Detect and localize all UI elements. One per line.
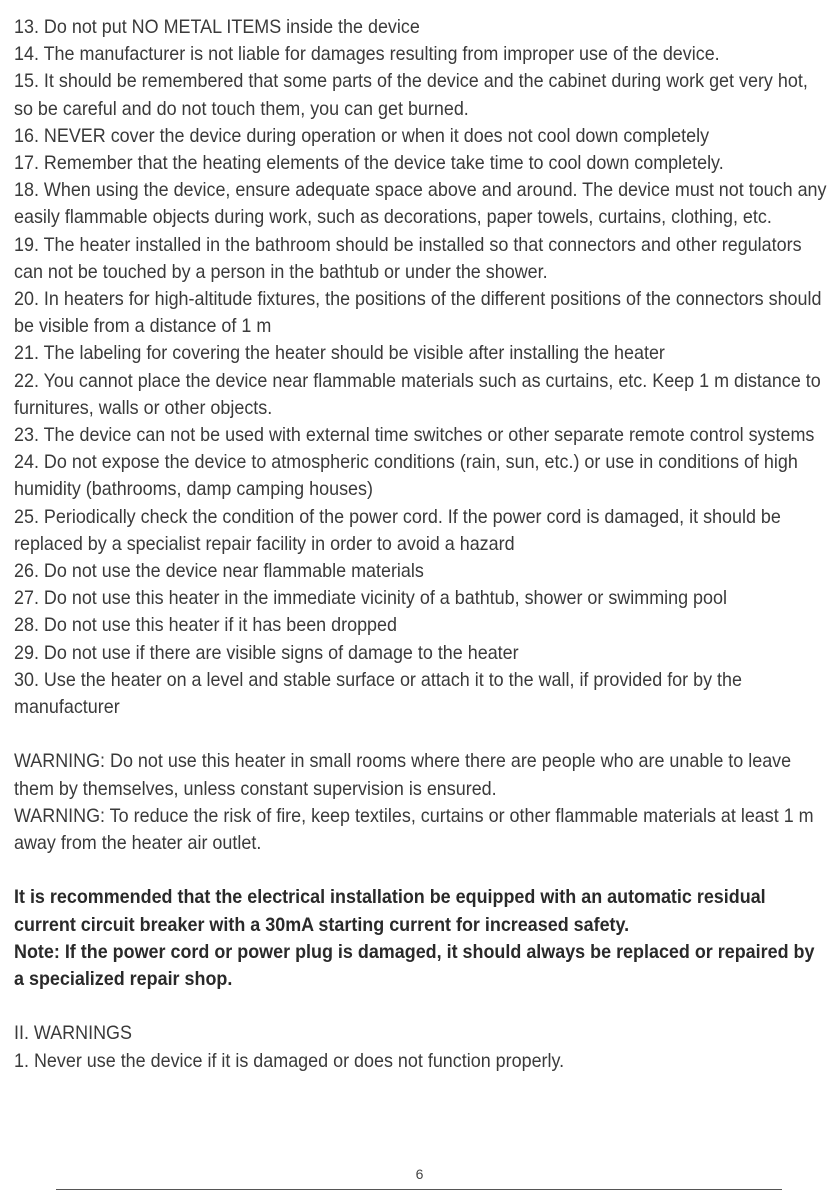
instruction-item: 21. The labeling for covering the heater should be visible after installing the heater [14,342,665,365]
warning-text: WARNING: Do not use this heater in small rooms where there are people who are unable to leave them by themselves, unless constant supervision is ensured. [14,750,792,800]
footer-rule [56,1189,782,1190]
warning-item: 1. Never use the device if it is damaged or does not function properly. [14,1049,565,1072]
instruction-item: 28. Do not use this heater if it has been dropped [14,614,397,637]
spacer [14,721,829,748]
instruction-item: 26. Do not use the device near flammable materials [14,560,424,583]
section-heading: II. WARNINGS [14,1022,132,1045]
page-number: 6 [415,1166,424,1182]
instruction-item: 14. The manufacturer is not liable for damages resulting from improper use of the device. [14,43,720,66]
spacer [14,857,829,884]
rcd-recommendation: It is recommended that the electrical installation be equipped with an automatic residual current circuit breaker with a 30mA starting current for increased safety. [14,886,766,936]
spacer [14,993,829,1020]
instruction-item: 15. It should be remembered that some parts of the device and the cabinet during work get very hot, so be careful and do not touch them, you can get burned. [14,70,808,120]
warning-text: WARNING: To reduce the risk of fire, keep textiles, curtains or other flammable materials at least 1 m away from the heater air outlet. [14,804,814,855]
instruction-item: 30. Use the heater on a level and stable surface or attach it to the wall, if provided for by the manufacturer [14,668,742,719]
instruction-item: 27. Do not use this heater in the immediate vicinity of a bathtub, shower or swimming pool [14,587,727,610]
instruction-item: 25. Periodically check the condition of the power cord. If the power cord is damaged, it should be replaced by a specialist repair facility in order to avoid a hazard [14,505,781,555]
bold-notes [14,884,829,993]
power-cord-note: Note: If the power cord or power plug is damaged, it should always be replaced or repaired by a specialized repair shop. [14,940,815,991]
instruction-item: 13. Do not put NO METAL ITEMS inside the device [14,16,420,38]
instruction-list [14,14,829,721]
instruction-item: 17. Remember that the heating elements of the device take time to cool down completely. [14,152,724,175]
instruction-item: 24. Do not expose the device to atmospheric conditions (rain, sun, etc.) or use in conditions of high humidity (bathrooms, damp camping houses) [14,451,798,501]
document-body [14,14,829,1075]
instruction-item: 16. NEVER cover the device during operation or when it does not cool down completely [14,124,710,147]
warnings-section [14,1020,829,1074]
instruction-item: 19. The heater installed in the bathroom should be installed so that connectors and other regulators can not be touched by a person in the bathtub or under the shower. [14,233,802,283]
instruction-item: 20. In heaters for high-altitude fixtures, the positions of the different positions of the connectors should be visible from a distance of 1 m [14,288,822,338]
instruction-item: 22. You cannot place the device near flammable materials such as curtains, etc. Keep 1 m distance to furnitures, walls or other objects. [14,369,821,419]
instruction-item: 18. When using the device, ensure adequate space above and around. The device must not touch any easily flammable objects during work, such as decorations, paper towels, curtains, clothing, etc. [14,179,827,229]
warning-block [14,748,829,857]
instruction-item: 23. The device can not be used with external time switches or other separate remote control systems [14,424,815,447]
instruction-item: 29. Do not use if there are visible signs of damage to the heater [14,641,519,664]
